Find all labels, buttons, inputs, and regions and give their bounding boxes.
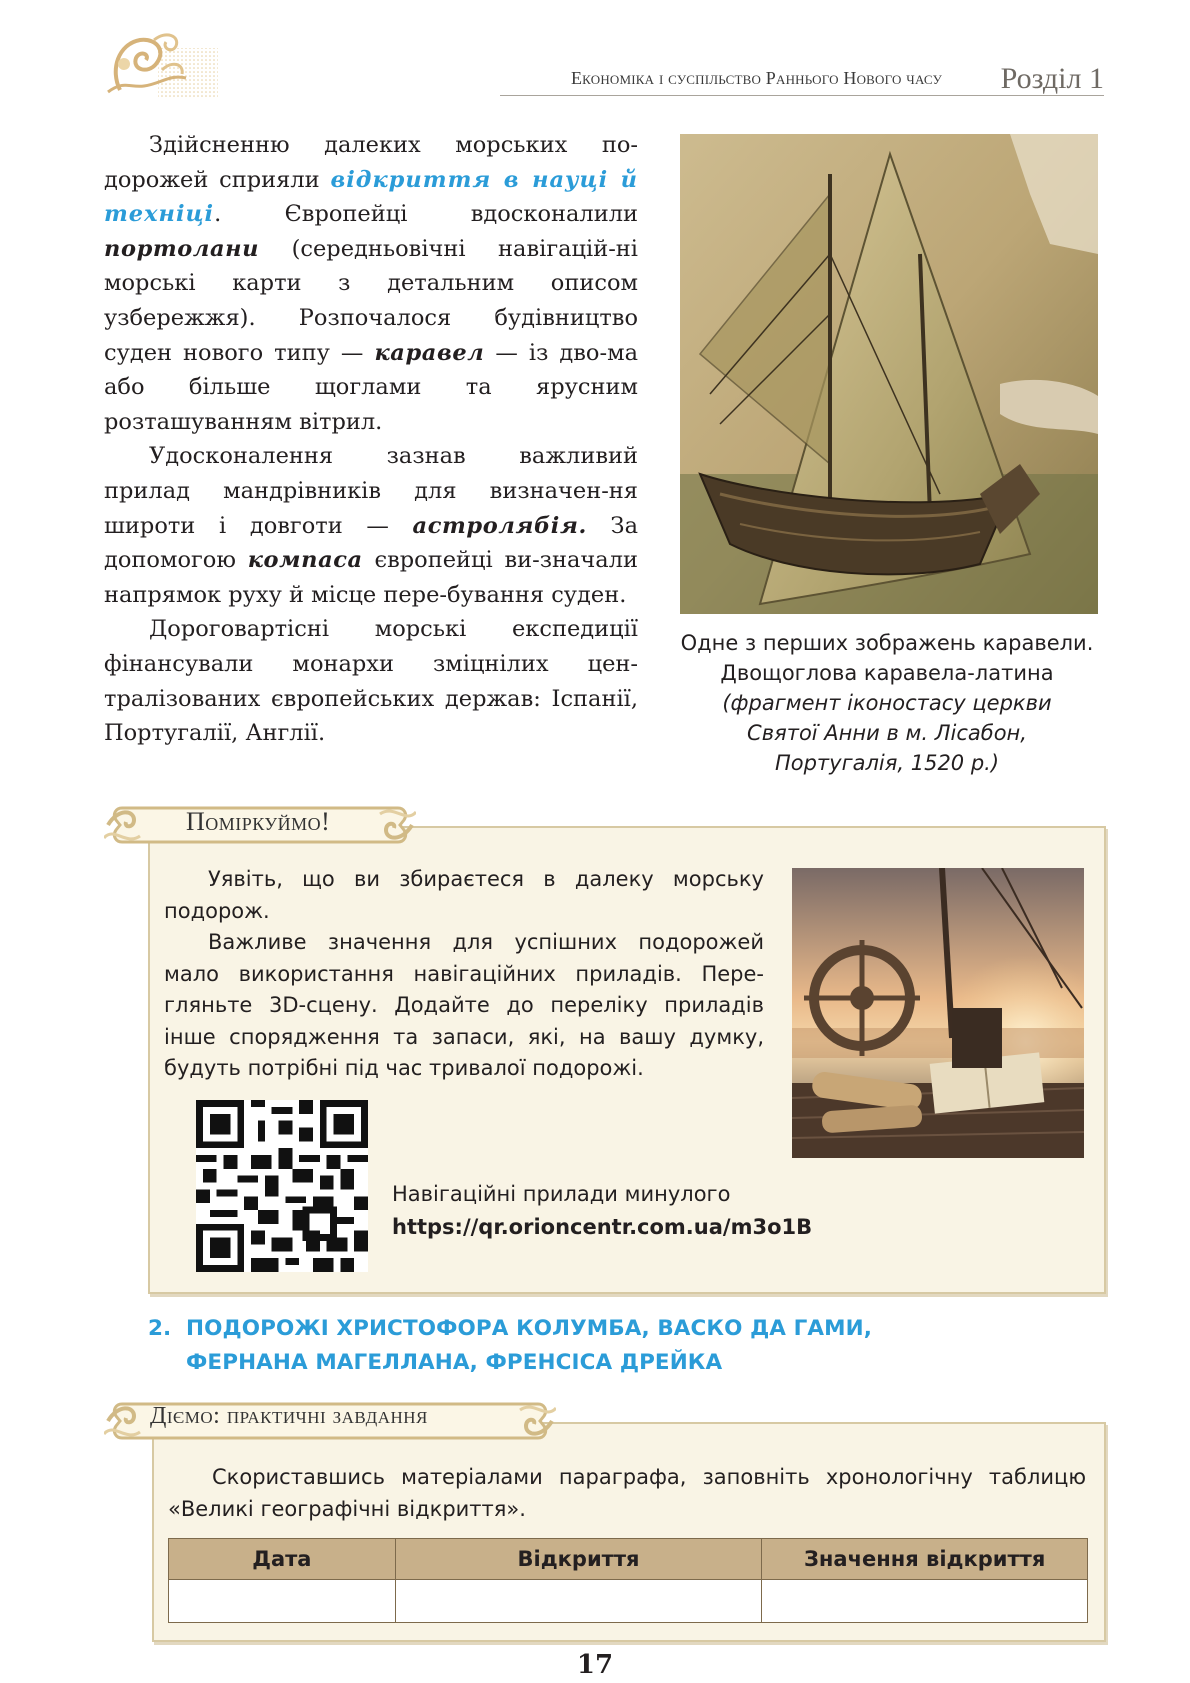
paragraph-1	[104, 128, 638, 439]
section-number: 2.	[148, 1316, 172, 1341]
think-banner-title: Поміркуймо!	[186, 807, 331, 836]
column-header-significance: Значення відкриття	[762, 1539, 1088, 1580]
task-text	[168, 1462, 1086, 1525]
qr-code[interactable]	[194, 1100, 370, 1272]
term-compass: компаса	[247, 547, 363, 574]
think-paragraph-1: Уявіть, що ви збираєтеся в далеку морську подорож.	[164, 867, 764, 923]
section-label: Розділ 1	[1000, 62, 1104, 95]
task-banner-title: Діємо: практичні завдання	[150, 1403, 428, 1429]
text-run: (середньовічні навігацій-ні морські карти з детальним описом узбережжя). Розпочалося будівництво суден нового типу —	[104, 235, 638, 366]
corner-ornament	[100, 30, 220, 102]
section-heading	[148, 1312, 1108, 1380]
page-number: 17	[576, 1650, 614, 1680]
table-row	[169, 1580, 1088, 1623]
term-caravels: каравел	[374, 339, 485, 366]
text-run: — із дво-ма або більше щоглами та ярусним розташуванням вітрил.	[104, 339, 638, 435]
header-rule	[500, 95, 1104, 96]
qr-url-link[interactable]: https://qr.orioncentr.com.ua/m3o1B	[392, 1215, 813, 1239]
caption-line: Одне з перших зображень каравели.	[680, 631, 1094, 655]
main-text	[104, 128, 638, 751]
section-heading-line1: ПОДОРОЖІ ХРИСТОФОРА КОЛУМБА, ВАСКО ДА ГАМИ,	[186, 1316, 873, 1341]
caption-line: Португалія, 1520 р.)	[774, 751, 1000, 775]
caravel-caption	[652, 628, 1122, 778]
table-cell-date[interactable]	[169, 1580, 396, 1623]
table-header-row	[169, 1539, 1088, 1580]
keyword-science: відкриття в науці й техніці	[104, 166, 638, 228]
term-portolans: портолани	[104, 235, 260, 262]
table-cell-significance[interactable]	[762, 1580, 1088, 1623]
qr-caption	[392, 1178, 812, 1244]
section-heading-line2: ФЕРНАНА МАГЕЛЛАНА, ФРЕНСІСА ДРЕЙКА	[186, 1350, 723, 1375]
running-head: Економіка і суспільство Раннього Нового часу	[570, 68, 942, 88]
ship-deck-image	[792, 868, 1084, 1158]
chronology-table	[168, 1538, 1088, 1623]
text-run: Здійсненню далеких морських по-дорожей сприяли	[104, 132, 638, 193]
qr-title: Навігаційні прилади минулого	[392, 1182, 731, 1206]
paragraph-2	[104, 439, 638, 612]
caption-line: Двощоглова каравела-латина	[720, 661, 1054, 685]
table-cell-discovery[interactable]	[395, 1580, 762, 1623]
caravel-painting	[680, 134, 1098, 614]
column-header-discovery: Відкриття	[395, 1539, 762, 1580]
text-run: Удосконалення зазнав важливий прилад мандрівників для визначен-ня широти і довготи —	[104, 443, 638, 539]
text-run: європейці ви-значали напрямок руху й місце пере-бування суден.	[104, 547, 638, 608]
text-run: . Європейці вдосконалили	[214, 201, 638, 228]
caption-line: Святої Анни в м. Лісабон,	[747, 721, 1027, 745]
task-instruction: Скориставшись матеріалами параграфа, заповніть хронологічну таблицю «Великі географічні відкриття».	[168, 1465, 1086, 1521]
text-run: За допомогою	[104, 512, 638, 574]
think-paragraph-2: Важливе значення для успішних подорожей мало використання навігаційних приладів. Пере-гляньте 3D-сцену. Додайте до переліку приладів інше спорядження та запаси, які, на вашу думку, будуть потрібні під час тривалої подорожі.	[164, 930, 764, 1080]
term-astrolabe: астролябія.	[412, 512, 587, 539]
caption-line: (фрагмент іконостасу церкви	[722, 691, 1052, 715]
column-header-date: Дата	[169, 1539, 396, 1580]
think-text	[164, 864, 764, 1085]
paragraph-3: Дороговартісні морські експедиції фінансували монархи зміцнілих цен-тралізованих європейських держав: Іспанії, Португалії, Англії.	[104, 616, 638, 747]
